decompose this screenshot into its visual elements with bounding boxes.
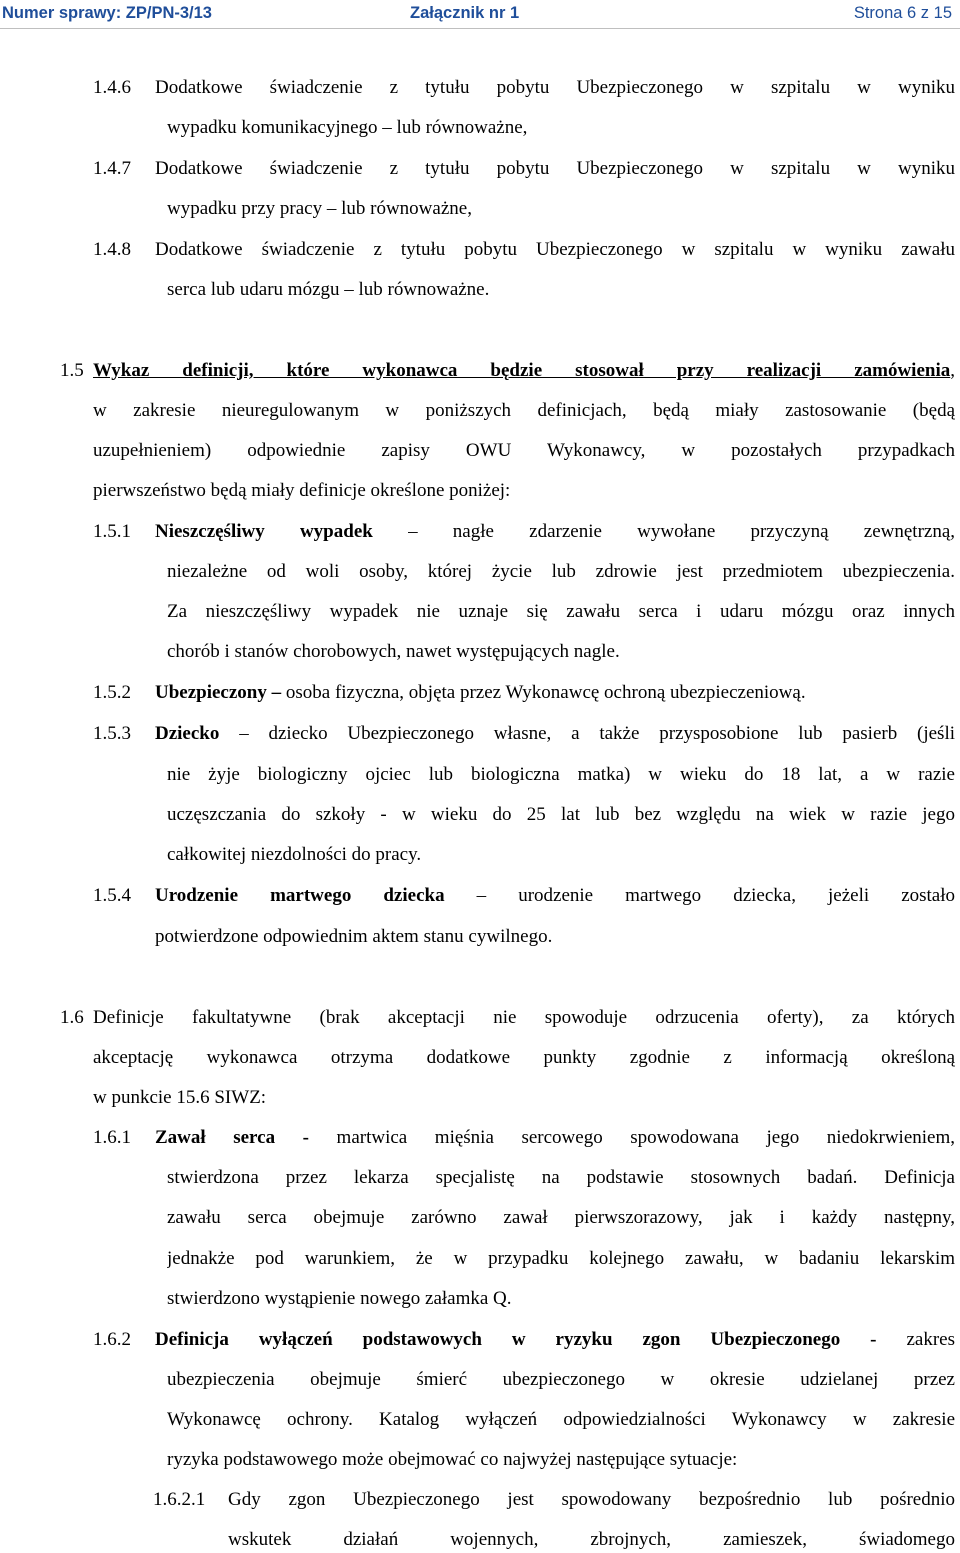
item-number: 1.4.8 (93, 239, 131, 260)
definition-text-line: chorób i stanów chorobowych, nawet występujących nagle. (167, 641, 620, 662)
definition-term: Ubezpieczony – (155, 682, 282, 703)
definition-text-line: całkowitej niezdolności do pracy. (167, 844, 422, 865)
heading-tail: , (950, 360, 955, 381)
subitem-text-line: Gdy zgon Ubezpieczonego jest spowodowany bezpośrednio lub pośrednio (228, 1489, 955, 1510)
section-heading-text: Wykaz definicji, które wykonawca będzie stosował przy realizacji zamówienia (93, 360, 951, 381)
case-number: Numer sprawy: ZP/PN-3/13 (2, 4, 212, 22)
definition-text: martwica mięśnia sercowego spowodowana jego niedokrwieniem, (336, 1127, 955, 1148)
item-number: 1.6.1 (93, 1127, 131, 1148)
page-header (0, 0, 960, 30)
definition-line (155, 1320, 955, 1360)
definition-text: zakres (906, 1329, 955, 1350)
definition-text-line: niezależne od woli osoby, której życie lub zdrowie jest przedmiotem ubezpieczenia. (167, 561, 955, 582)
item-text-line: Dodatkowe świadczenie z tytułu pobytu Ubezpieczonego w szpitalu w wyniku (155, 158, 955, 179)
section-text-line: w zakresie nieuregulowanym w poniższych definicjach, będą miały zastosowanie (będą (93, 400, 955, 421)
item-number: 1.5.4 (93, 885, 131, 906)
item-number: 1.4.7 (93, 158, 131, 179)
definition-text-line: stwierdzona przez lekarza specjalistę na podstawie stosownych badań. Definicja (167, 1167, 955, 1188)
definition-text-line: jednakże pod warunkiem, że w przypadku kolejnego zawału, w badaniu lekarskim (167, 1248, 955, 1269)
definition-term: Definicja wyłączeń podstawowych w ryzyku zgon Ubezpieczonego - (155, 1329, 877, 1350)
definition-text: – nagłe zdarzenie wywołane przyczyną zewnętrzną, (408, 521, 955, 542)
section-number: 1.6 (60, 1007, 84, 1028)
section-text-line: w punkcie 15.6 SIWZ: (93, 1087, 267, 1108)
definition-text-line: ubezpieczenia obejmuje śmierć ubezpieczonego w okresie udzielanej przez (167, 1369, 955, 1390)
item-text-line: Dodatkowe świadczenie z tytułu pobytu Ubezpieczonego w szpitalu w wyniku zawału (155, 239, 955, 260)
attachment-label: Załącznik nr 1 (410, 4, 520, 22)
section-number: 1.5 (60, 360, 84, 381)
definition-line (155, 1118, 955, 1158)
item-number: 1.4.6 (93, 77, 131, 98)
section-text-line: uzupełnieniem) odpowiednie zapisy OWU Wykonawcy, w pozostałych przypadkach (93, 440, 955, 461)
page-number: Strona 6 z 15 (853, 4, 952, 22)
item-number: 1.6.2 (93, 1329, 131, 1350)
definition-text-line: stwierdzono wystąpienie nowego załamka Q. (167, 1288, 512, 1309)
definition-line (155, 876, 955, 916)
item-text-line: wypadku komunikacyjnego – lub równoważne, (167, 117, 528, 138)
definition-text: – dziecko Ubezpieczonego własne, a także przysposobione lub pasierb (jeśli (239, 723, 955, 744)
definition-text: osoba fizyczna, objęta przez Wykonawcę ochroną ubezpieczeniową. (285, 682, 806, 703)
item-text-line: wypadku przy pracy – lub równoważne, (167, 198, 472, 219)
definition-term: Zawał serca - (155, 1127, 309, 1148)
definition-text-line: ryzyka podstawowego może obejmować co najwyżej następujące sytuacje: (167, 1449, 738, 1470)
subitem-number: 1.6.2.1 (153, 1489, 206, 1510)
definition-term: Dziecko (155, 723, 220, 744)
definition-line (155, 512, 955, 552)
item-number: 1.5.3 (93, 723, 131, 744)
definition-line (155, 714, 955, 754)
item-number: 1.5.1 (93, 521, 131, 542)
header-divider (0, 28, 960, 29)
item-number: 1.5.2 (93, 682, 131, 703)
definition-line (155, 673, 806, 713)
definition-text-line: uczęszczania do szkoły - w wieku do 25 lat lub bez względu na wiek w razie jego (167, 804, 955, 825)
item-text-line: serca lub udaru mózgu – lub równoważne. (167, 279, 490, 300)
definition-text-line: nie żyje biologiczny ojciec lub biologiczna matka) w wieku do 18 lat, a w razie (167, 764, 955, 785)
section-text-line: akceptację wykonawca otrzyma dodatkowe punkty zgodnie z informacją określoną (93, 1047, 955, 1068)
definition-term: Nieszczęśliwy wypadek (155, 521, 373, 542)
section-text-line: Definicje fakultatywne (brak akceptacji nie spowoduje odrzucenia oferty), za których (93, 1007, 955, 1028)
item-text-line: Dodatkowe świadczenie z tytułu pobytu Ubezpieczonego w szpitalu w wyniku (155, 77, 955, 98)
section-text-line: pierwszeństwo będą miały definicje określone poniżej: (93, 480, 511, 501)
definition-text-line: Wykonawcę ochrony. Katalog wyłączeń odpowiedzialności Wykonawcy w zakresie (167, 1409, 955, 1430)
definition-text-line: Za nieszczęśliwy wypadek nie uznaje się zawału serca i udaru mózgu oraz innych (167, 601, 955, 622)
definition-text-line: zawału serca obejmuje zarówno zawał pierwszorazowy, jak i każdy następny, (167, 1207, 955, 1228)
definition-text: – urodzenie martwego dziecka, jeżeli zostało (476, 885, 955, 906)
definition-text-line: potwierdzone odpowiednim aktem stanu cywilnego. (155, 926, 553, 947)
definition-term: Urodzenie martwego dziecka (155, 885, 445, 906)
subitem-text-line: wskutek działań wojennych, zbrojnych, zamieszek, świadomego (228, 1529, 955, 1550)
section-heading (93, 351, 955, 391)
